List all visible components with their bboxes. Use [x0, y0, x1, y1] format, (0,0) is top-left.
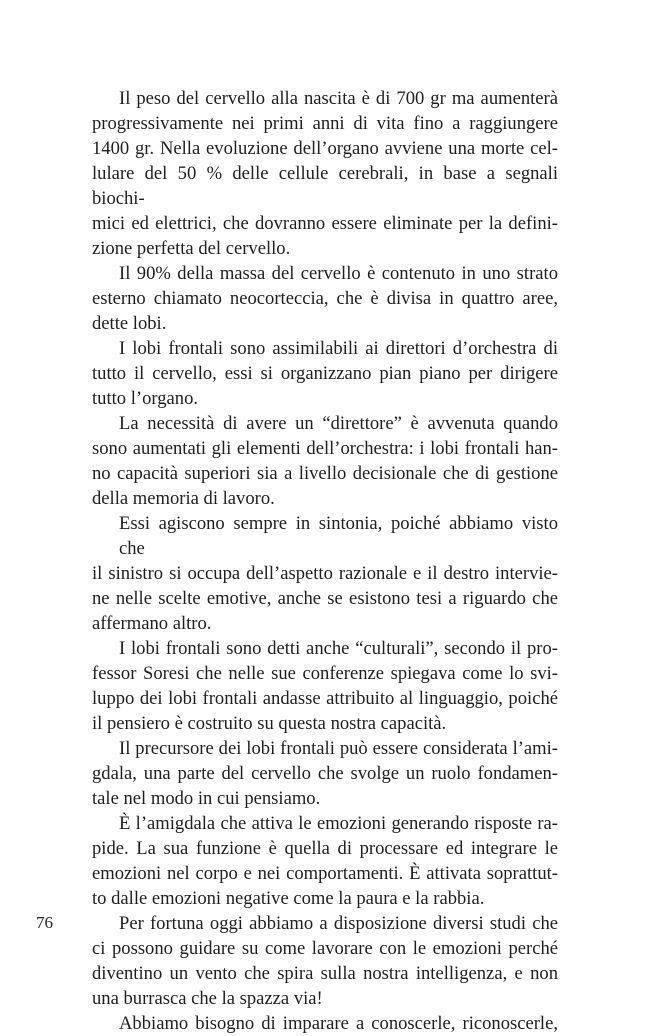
text-line: I lobi frontali sono assimilabili ai direttori d’orchestra di [119, 338, 558, 359]
paragraph [92, 336, 558, 411]
text-line: una burrasca che la spazza via! [92, 988, 323, 1009]
body-text [92, 86, 558, 1036]
text-line: no capacità superiori sia a livello decisionale che di gestione [92, 463, 558, 484]
text-line: La necessità di avere un “direttore” è avvenuta quando [119, 413, 558, 434]
text-line: sono aumentati gli elementi dell’orchestra: i lobi frontali han- [92, 438, 558, 459]
text-line: lulare del 50 % delle cellule cerebrali, in base a segnali biochi- [92, 163, 558, 209]
text-line: tutto il cervello, essi si organizzano pian piano per dirigere [92, 363, 558, 384]
text-line: zione perfetta del cervello. [92, 238, 291, 259]
text-line: Per fortuna oggi abbiamo a disposizione diversi studi che [119, 913, 558, 934]
text-line: mici ed elettrici, che dovranno essere eliminate per la defini- [92, 213, 558, 234]
text-line: gdala, una parte del cervello che svolge un ruolo fondamen- [92, 763, 558, 784]
text-line: il pensiero è costruito su questa nostra capacità. [92, 713, 447, 734]
text-line: della memoria di lavoro. [92, 488, 275, 509]
text-line: 1400 gr. Nella evoluzione dell’organo avviene una morte cel- [92, 138, 558, 159]
text-line: fessor Soresi che nelle sue conferenze spiegava come lo svi- [92, 663, 558, 684]
text-line: Il peso del cervello alla nascita è di 700 gr ma aumenterà [119, 88, 558, 109]
text-line: emozioni nel corpo e nei comportamenti. È attivata soprattut- [92, 863, 558, 884]
text-line: pide. La sua funzione è quella di processare ed integrare le [92, 838, 558, 859]
text-line: luppo dei lobi frontali andasse attribuito al linguaggio, poiché [92, 688, 558, 709]
text-line: Il precursore dei lobi frontali può essere considerata l’ami- [119, 738, 558, 759]
text-line: il sinistro si occupa dell’aspetto razionale e il destro interviе- [92, 563, 558, 584]
text-line: ci possono guidare su come lavorare con le emozioni perché [92, 938, 558, 959]
text-line: progressivamente nei primi anni di vita fino a raggiungere [92, 113, 558, 134]
paragraph [92, 86, 558, 261]
paragraph [92, 511, 558, 636]
text-line: diventino un vento che spira sulla nostra intelligenza, e non [92, 963, 558, 984]
text-line: tutto l’organo. [92, 388, 199, 409]
text-line: Essi agiscono sempre in sintonia, poiché abbiamo visto che [119, 513, 558, 559]
text-line: I lobi frontali sono detti anche “culturali”, secondo il pro- [119, 638, 558, 659]
text-line: Abbiamo bisogno di imparare a conoscerle, riconoscerle, [119, 1013, 558, 1034]
paragraph [92, 261, 558, 336]
paragraph [92, 636, 558, 736]
text-line: È l’amigdala che attiva le emozioni generando risposte ra- [119, 813, 558, 834]
text-line: tale nel modo in cui pensiamo. [92, 788, 321, 809]
paragraph [92, 1011, 558, 1036]
text-line: to dalle emozioni negative come la paura e la rabbia. [92, 888, 485, 909]
page-number: 76 [36, 913, 53, 932]
text-line: esterno chiamato neocorteccia, che è divisa in quattro aree, [92, 288, 558, 309]
paragraph [92, 736, 558, 811]
paragraph [92, 811, 558, 911]
text-line: ne nelle scelte emotive, anche se esistono tesi a riguardo che [92, 588, 558, 609]
text-line: affermano altro. [92, 613, 212, 634]
text-line: Il 90% della massa del cervello è contenuto in uno strato [119, 263, 558, 284]
text-line: dette lobi. [92, 313, 167, 334]
paragraph [92, 411, 558, 511]
paragraph [92, 911, 558, 1011]
